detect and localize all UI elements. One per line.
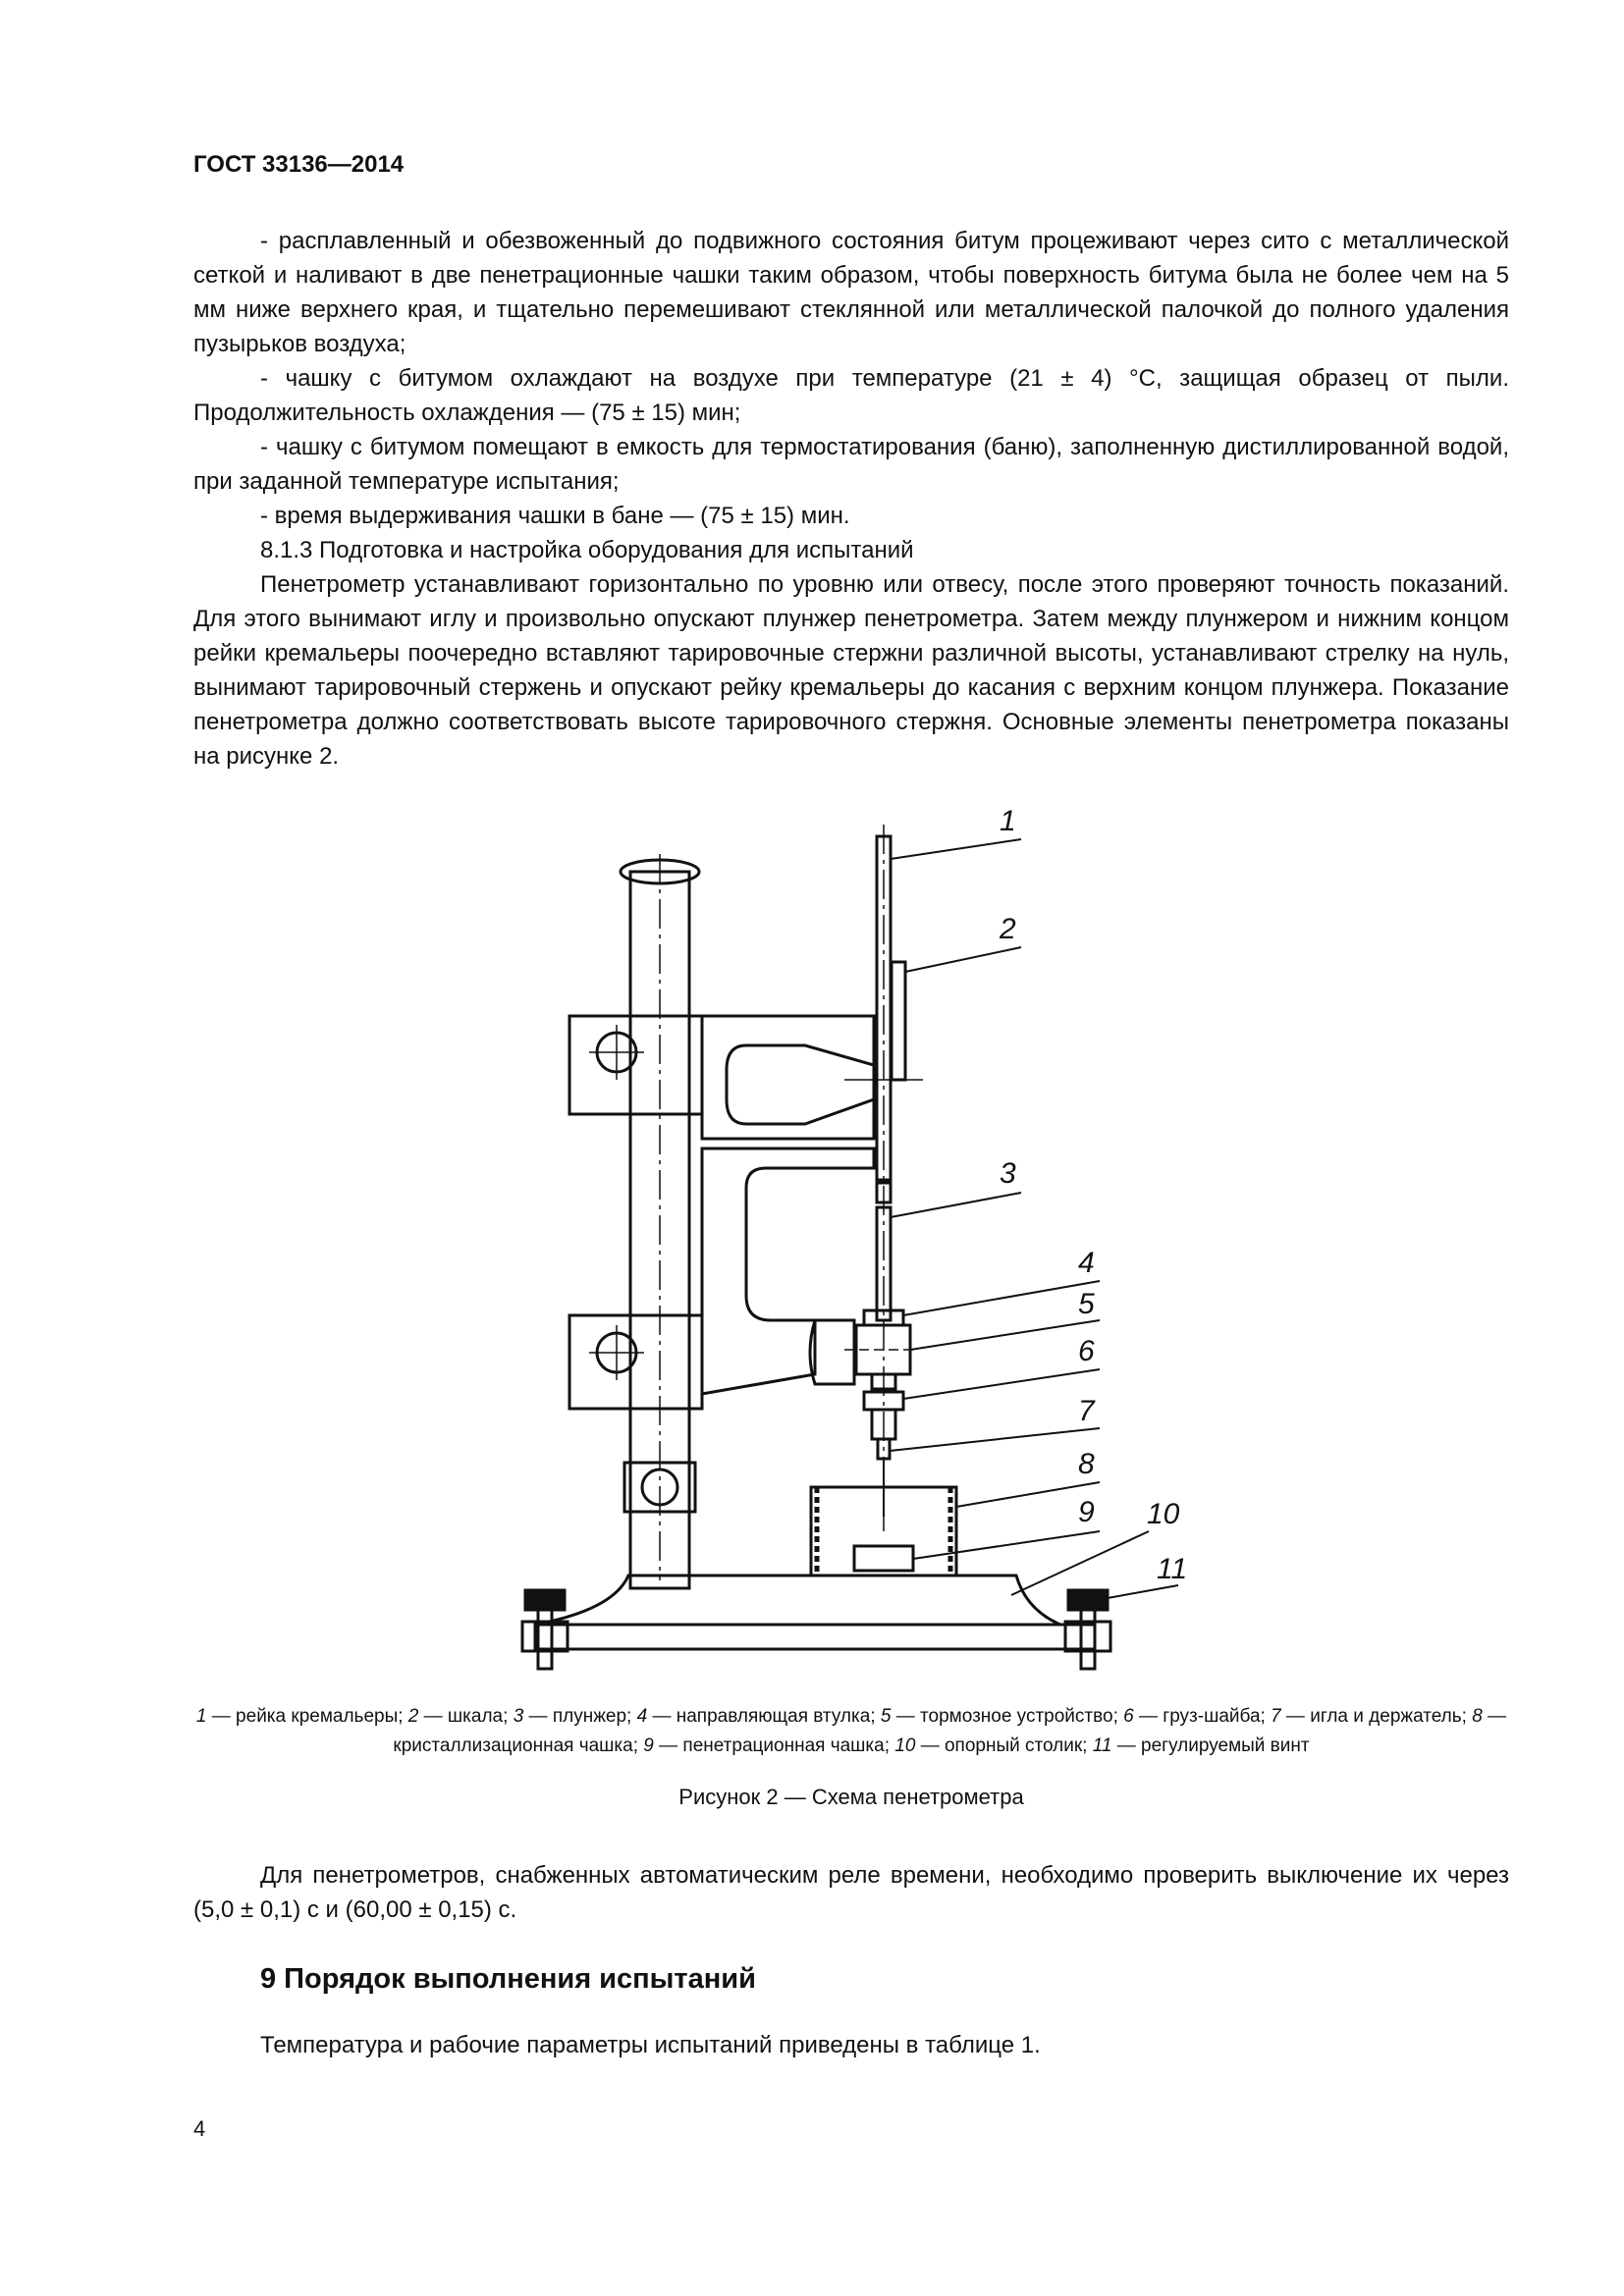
paragraph: - расплавленный и обезвоженный до подвижного состояния битум процеживают через сито с металлической сеткой и наливают в две пенетрационные чашки таким образом, чтобы поверхность битума была не более чем на 5 мм ниже верхнего края, и тщательно перемешивают стеклянной или металлической палочкой до полного удаления пузырьков воздуха; [193, 228, 1509, 357]
figure-label: 4 [1078, 1247, 1095, 1279]
figure-title: Рисунок 2 — Схема пенетрометра [678, 1785, 1024, 1809]
paragraph: Для пенетрометров, снабженных автоматическим реле времени, необходимо проверить выключение их через (5,0 ± 0,1) с и (60,00 ± 0,15) с. [193, 1862, 1509, 1923]
figure-label: 6 [1078, 1335, 1095, 1367]
figure-label: 5 [1078, 1288, 1095, 1320]
figure-label: 3 [1000, 1157, 1016, 1190]
figure-label: 1 [1000, 805, 1016, 837]
lower-clamp [569, 1315, 702, 1409]
paragraph: - время выдерживания чашки в бане — (75 ± 15) мин. [260, 503, 850, 529]
penetrometer-diagram [511, 805, 1237, 1688]
figure-label: 11 [1157, 1553, 1188, 1585]
body-text [193, 224, 1509, 774]
figure-legend: 1 — рейка кремальеры; 2 — шкала; 3 — плунжер; 4 — направляющая втулка; 5 — тормозное устройство; 6 — груз-шайба; 7 — игла и держатель; 8 — кристаллизационная чашка; 9 — пенетрационная чашка; 10 — опорный столик; 11 — регулируемый винт [195, 1706, 1507, 1756]
figure-label: 7 [1078, 1395, 1095, 1427]
page-number: 4 [193, 2116, 206, 2141]
base-plate [535, 1625, 1095, 1649]
document-header: ГОСТ 33136—2014 [193, 151, 405, 178]
adjustable-screw-right [1068, 1590, 1108, 1610]
section-title: 9 Порядок выполнения испытаний [260, 1963, 756, 1995]
subsection-heading: 8.1.3 Подготовка и настройка оборудования для испытаний [260, 537, 914, 563]
brake-handle [810, 1320, 854, 1384]
paragraph: - чашку с битумом помещают в емкость для термостатирования (баню), заполненную дистиллированной водой, при заданной температуре испытания; [193, 434, 1509, 495]
figure-label: 9 [1078, 1496, 1095, 1528]
adjustable-screw-left [525, 1590, 565, 1610]
base-table [535, 1575, 1060, 1625]
body-text-after-figure [193, 1858, 1509, 1927]
upper-clamp [569, 1016, 702, 1114]
penetration-cup [854, 1546, 913, 1571]
scale [892, 962, 905, 1080]
figure-label: 8 [1078, 1448, 1095, 1480]
paragraph: Пенетрометр устанавливают горизонтально по уровню или отвесу, после этого проверяют точность показаний. Для этого вынимают иглу и произвольно опускают плунжер пенетрометра. Затем между плунжером и нижним концом рейки кремальеры поочередно вставляют тарировочные стержни различной высоты, устанавливают стрелку на нуль, вынимают тарировочный стержень и опускают рейку кремальеры до касания с верхним концом плунжера. Показание пенетрометра должно соответствовать высоте тарировочного стержня. Основные элементы пенетрометра показаны на рисунке 2. [193, 571, 1509, 770]
penetrometer-figure [511, 805, 1237, 1688]
figure-label: 2 [1000, 913, 1016, 945]
lower-bracket [702, 1148, 874, 1394]
figure-label: 10 [1147, 1498, 1180, 1530]
section-paragraph: Температура и рабочие параметры испытаний приведены в таблице 1. [260, 2032, 1041, 2058]
paragraph: - чашку с битумом охлаждают на воздухе при температуре (21 ± 4) °С, защищая образец от пыли. Продолжительность охлаждения — (75 ± 15) мин; [193, 365, 1509, 426]
